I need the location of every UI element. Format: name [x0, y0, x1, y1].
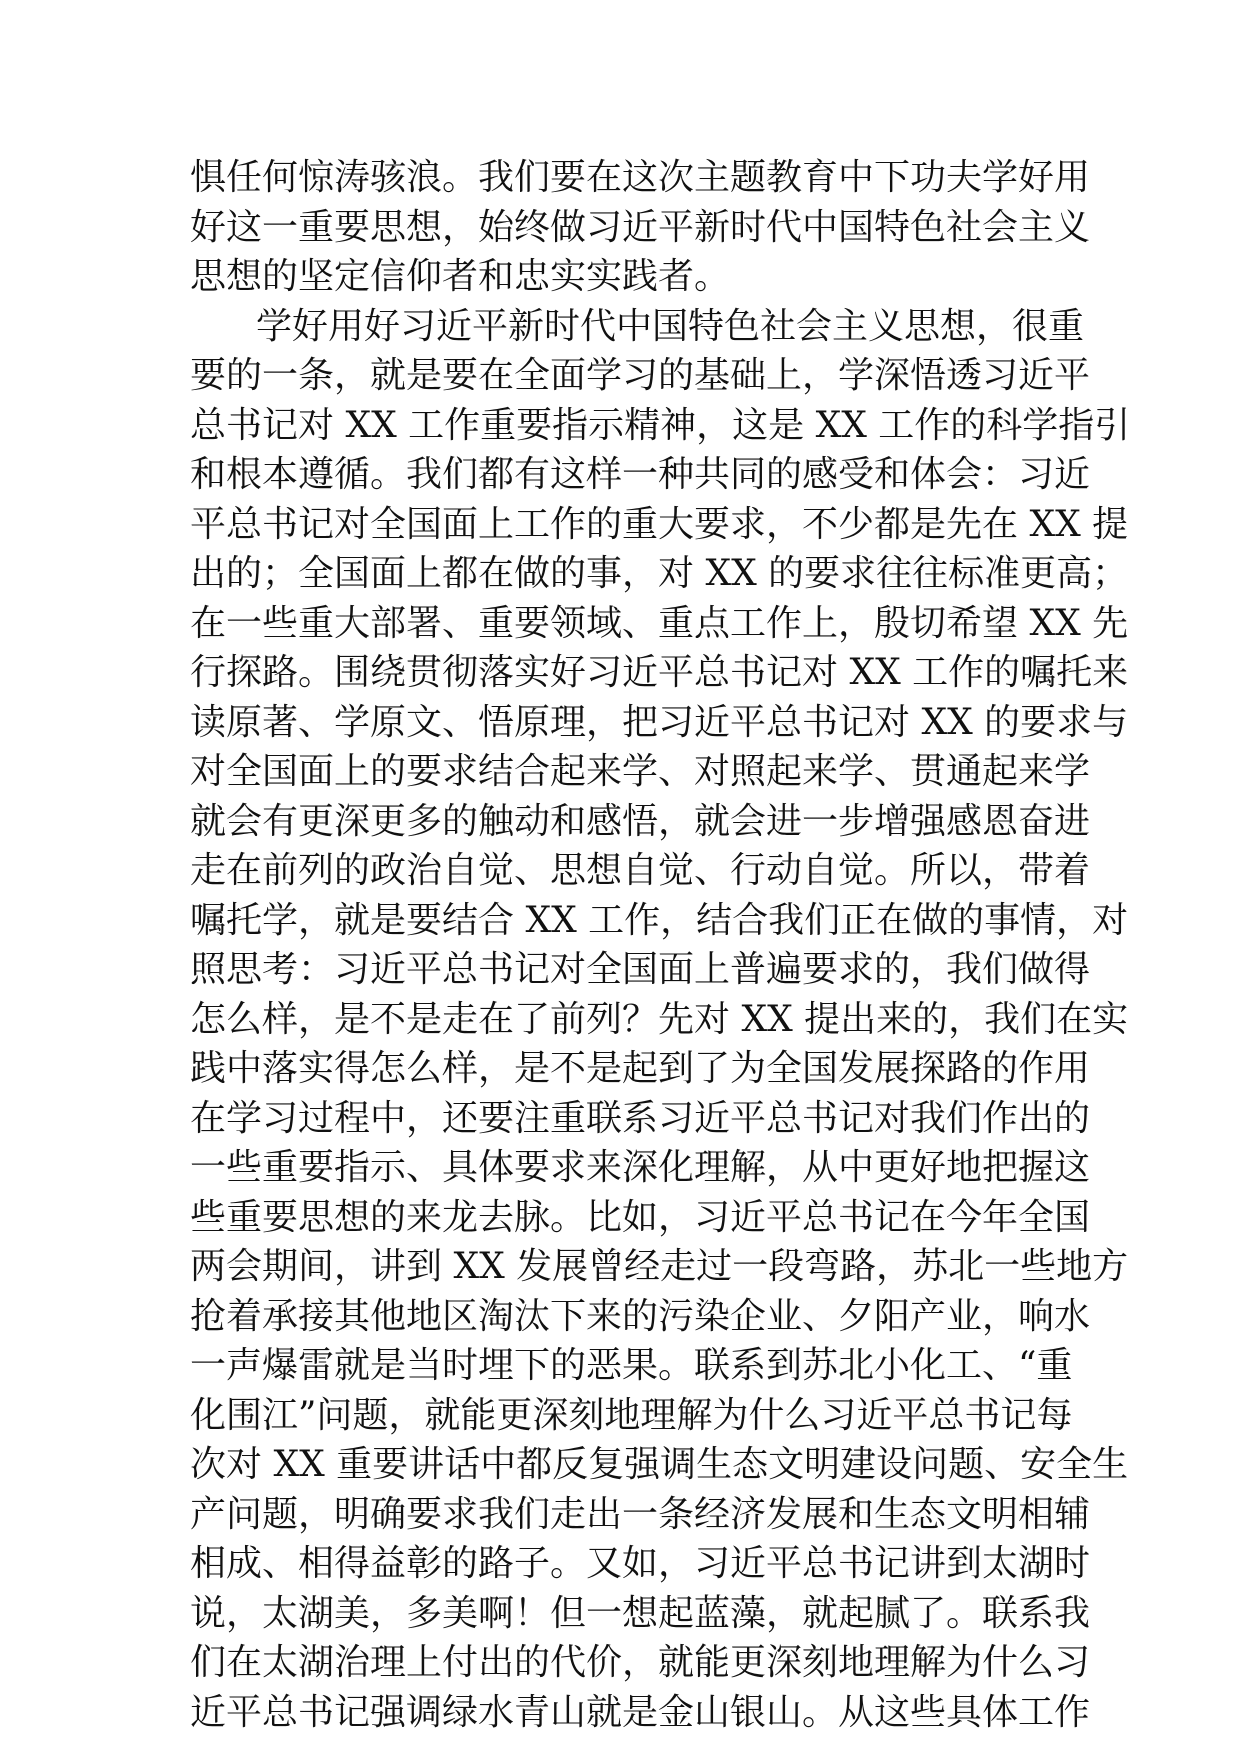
text-line: 相成、相得益彰的路子。又如，习近平总书记讲到太湖时 [190, 1543, 1091, 1584]
text-line: 就会有更深更多的触动和感悟，就会进一步增强感恩奋进 [190, 800, 1091, 842]
text-line: 化围江”问题，就能更深刻地理解为什么习近平总书记每 [190, 1394, 1073, 1436]
text-line: 总书记对 XX 工作重要指示精神，这是 XX 工作的科学指引 [190, 404, 1131, 446]
text-line: 照思考：习近平总书记对全国面上普遍要求的，我们做得 [190, 949, 1091, 990]
text-line: 平总书记对全国面上工作的重大要求，不少都是先在 XX 提 [190, 503, 1129, 545]
text-line: 们在太湖治理上付出的代价，就能更深刻地理解为什么习 [190, 1642, 1091, 1683]
text-line: 些重要思想的来龙去脉。比如，习近平总书记在今年全国 [190, 1196, 1091, 1238]
text-line: 行探路。围绕贯彻落实好习近平总书记对 XX 工作的嘱托来 [190, 652, 1129, 693]
text-line: 一声爆雷就是当时埋下的恶果。联系到苏北小化工、“重 [190, 1345, 1073, 1386]
text-line: 近平总书记强调绿水青山就是金山银山。从这些具体工作 [190, 1691, 1091, 1733]
paragraph-first-line: 学好用好习近平新时代中国特色社会主义思想，很重 [256, 305, 1085, 347]
text-line: 嘱托学，就是要结合 XX 工作，结合我们正在做的事情，对 [190, 899, 1129, 941]
text-line: 要的一条，就是要在全面学习的基础上，学深悟透习近平 [190, 355, 1091, 396]
text-line: 在学习过程中，还要注重联系习近平总书记对我们作出的 [190, 1097, 1091, 1139]
text-line: 产问题，明确要求我们走出一条经济发展和生态文明相辅 [190, 1493, 1091, 1535]
text-line: 和根本遵循。我们都有这样一种共同的感受和体会：习近 [190, 454, 1091, 495]
text-line: 思想的坚定信仰者和忠实实践者。 [190, 256, 731, 297]
text-line: 两会期间，讲到 XX 发展曾经走过一段弯路，苏北一些地方 [190, 1246, 1129, 1287]
text-line: 在一些重大部署、重要领域、重点工作上，殷切希望 XX 先 [190, 602, 1129, 644]
text-line: 说，太湖美，多美啊！但一想起蓝藻，就起腻了。联系我 [190, 1592, 1091, 1634]
text-line: 好这一重要思想，始终做习近平新时代中国特色社会主义 [190, 206, 1091, 248]
text-line: 读原著、学原文、悟原理，把习近平总书记对 XX 的要求与 [190, 701, 1129, 743]
text-line: 出的；全国面上都在做的事，对 XX 的要求往往标准更高； [190, 553, 1129, 594]
text-line: 对全国面上的要求结合起来学、对照起来学、贯通起来学 [190, 751, 1091, 792]
document-body [190, 153, 1131, 1737]
text-line: 走在前列的政治自觉、思想自觉、行动自觉。所以，带着 [190, 850, 1091, 891]
text-line: 践中落实得怎么样，是不是起到了为全国发展探路的作用 [190, 1048, 1091, 1089]
text-line: 一些重要指示、具体要求来深化理解，从中更好地把握这 [190, 1147, 1091, 1188]
text-line: 次对 XX 重要讲话中都反复强调生态文明建设问题、安全生 [190, 1444, 1129, 1485]
text-line: 抢着承接其他地区淘汰下来的污染企业、夕阳产业，响水 [190, 1295, 1091, 1337]
text-line: 怎么样，是不是走在了前列？先对 XX 提出来的，我们在实 [190, 998, 1129, 1040]
text-line: 惧任何惊涛骇浪。我们要在这次主题教育中下功夫学好用 [190, 157, 1091, 198]
